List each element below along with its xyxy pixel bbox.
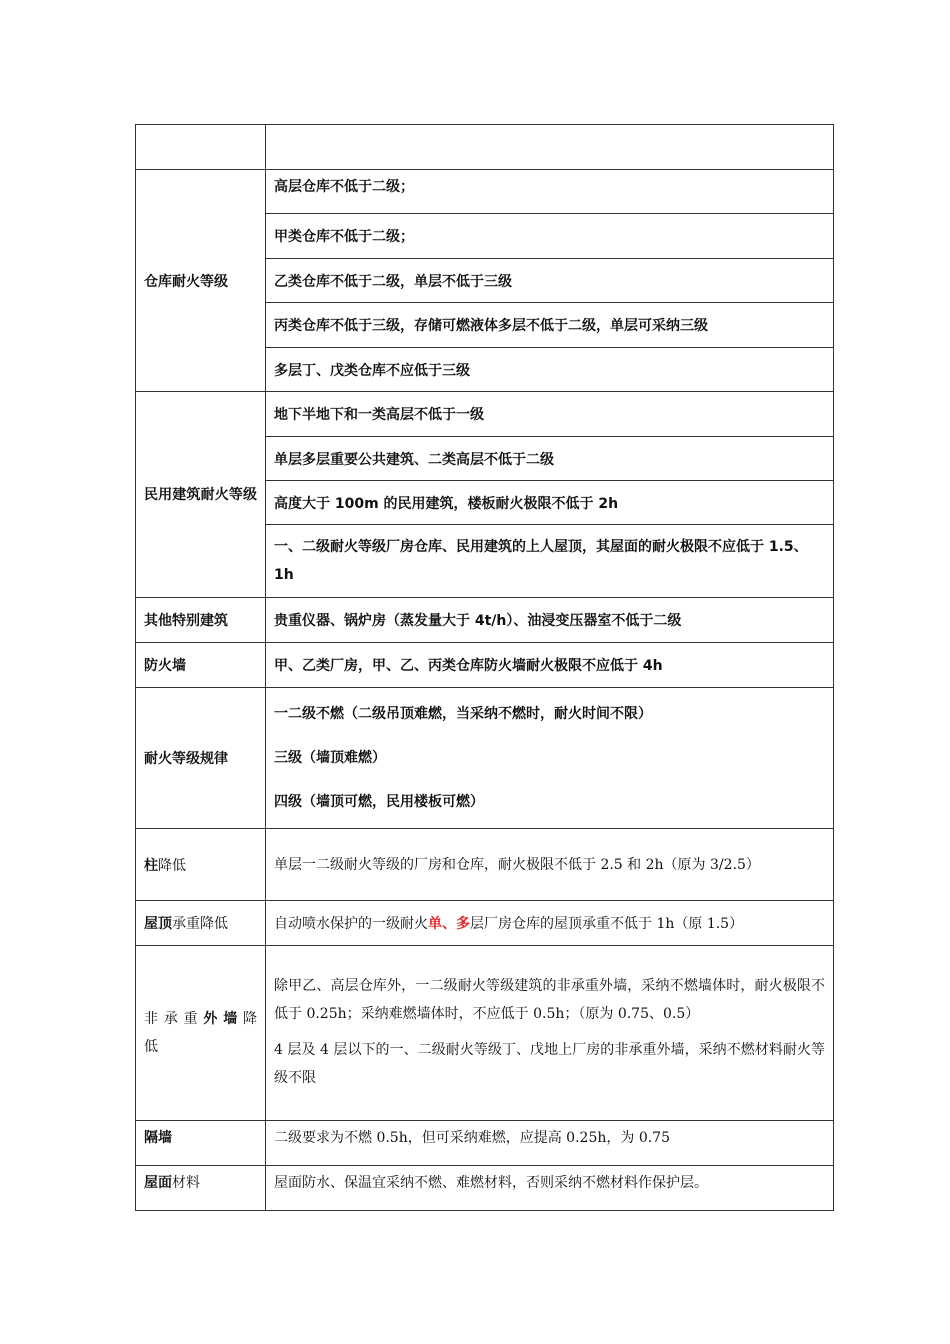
roofmat-text: 屋面防水、保温宜采纳不燃、难燃材料，否则采纳不燃材料作保护层。 [266,1166,834,1211]
fire-rating-table [135,124,834,1211]
row-label-roofmat-rest: 材料 [172,1175,200,1191]
table-cell-empty [266,125,834,170]
table-row [136,1121,834,1166]
outerwall-para: 4 层及 4 层以下的一、二级耐火等级丁、戊地上厂房的非承重外墙，采纳不燃材料耐火等级不限 [274,1042,825,1086]
warehouse-item: 丙类仓库不低于三级，存储可燃液体多层不低于二级，单层可采纳三级 [266,303,834,348]
roof-text-a: 自动喷水保护的一级耐火 [274,916,428,932]
row-label-outerwall-a: 非承重 [144,1011,204,1027]
firewall-text: 甲、乙类厂房，甲、乙、丙类仓库防火墙耐火极限不应低于 4h [266,643,834,688]
civil-item: 高度大于 100m 的民用建筑，楼板耐火极限不低于 2h [266,481,834,525]
civil-item: 地下半地下和一类高层不低于一级 [266,392,834,437]
table-row [136,392,834,437]
warehouse-item: 多层丁、戊类仓库不应低于三级 [266,348,834,392]
row-label-roofmat [136,1166,266,1211]
row-label-column-rest: 降低 [158,857,186,874]
outerwall-cell [266,946,834,1121]
row-label-outerwall [136,946,266,1121]
row-label-outerwall-b-first: 降 [243,1011,258,1027]
row-label-warehouse: 仓库耐火等级 [136,170,266,392]
partition-text: 二级要求为不燃 0.5h，但可采纳难燃，应提高 0.25h，为 0.75 [266,1121,834,1166]
warehouse-item: 乙类仓库不低于二级，单层不低于三级 [266,259,834,303]
table-row [136,688,834,829]
rules-item: 一二级不燃（二级吊顶难燃，当采纳不燃时，耐火时间不限） [274,706,652,722]
row-label-special: 其他特别建筑 [136,598,266,643]
column-text: 单层一二级耐火等级的厂房和仓库，耐火极限不低于 2.5 和 2h（原为 3/2.5） [266,829,834,901]
row-label-civil [136,392,266,598]
table-row [136,125,834,170]
rules-cell [266,688,834,829]
row-label-firewall: 防火墙 [136,643,266,688]
row-label-civil-text: 民用建筑耐火等级 [144,486,257,503]
row-label-partition: 隔墙 [136,1121,266,1166]
warehouse-item: 高层仓库不低于二级； [266,170,834,214]
warehouse-item: 甲类仓库不低于二级； [266,214,834,259]
row-label-column-bold: 柱 [144,857,158,874]
table-row [136,643,834,688]
rules-item: 三级（墙顶难燃） [274,750,386,766]
row-label-rules: 耐火等级规律 [136,688,266,829]
table-row [136,598,834,643]
civil-item: 单层多层重要公共建筑、二类高层不低于二级 [266,437,834,481]
row-label-outerwall-b-last: 低 [144,1039,158,1055]
rules-item: 四级（墙顶可燃，民用楼板可燃） [274,794,484,810]
row-label-roof-bold: 屋顶 [144,916,172,932]
table-row [136,901,834,946]
row-label-roofmat-bold: 屋面 [144,1175,172,1191]
row-label-outerwall-bold: 外墙 [203,1011,244,1027]
table-row [136,1166,834,1211]
table-row [136,170,834,214]
row-label-roof-rest: 承重降低 [172,916,228,932]
table-row [136,829,834,901]
civil-item: 一、二级耐火等级厂房仓库、民用建筑的上人屋顶，其屋面的耐火极限不应低于 1.5、1h [266,525,834,598]
table-row [136,946,834,1121]
row-label-column [136,829,266,901]
special-text: 贵重仪器、锅炉房（蒸发量大于 4t/h）、油浸变压器室不低于二级 [266,598,834,643]
roof-text [266,901,834,946]
table-cell-empty [136,125,266,170]
row-label-roof [136,901,266,946]
outerwall-para: 除甲乙、高层仓库外，一二级耐火等级建筑的非承重外墙，采纳不燃墙体时，耐火极限不低于 0.25h；采纳难燃墙体时，不应低于 0.5h；（原为 0.75、0.5） [274,978,825,1022]
roof-text-b: 层厂房仓库的屋顶承重不低于 1h（原 1.5） [470,916,744,932]
roof-text-highlight: 单、多 [428,916,470,932]
